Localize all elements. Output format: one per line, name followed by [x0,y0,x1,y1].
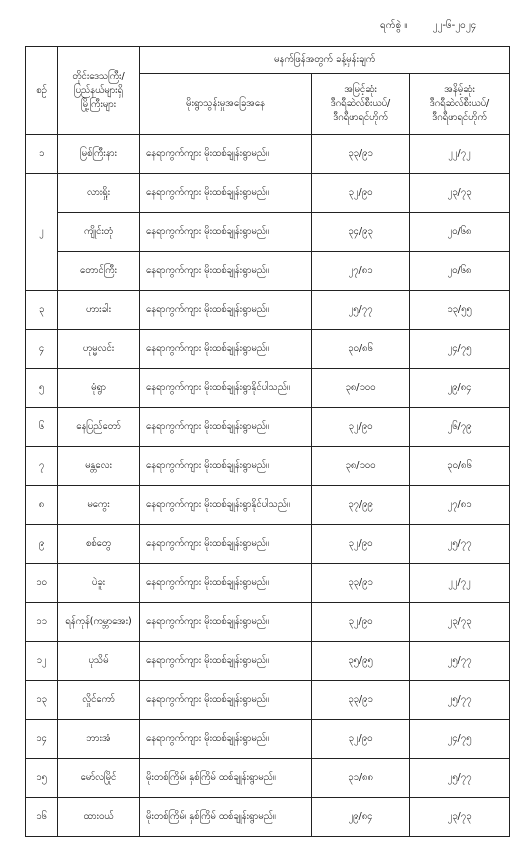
table-row [26,681,510,720]
city-name: လားရှိုး [58,174,140,213]
header-serial-no: စဉ် [26,47,58,135]
table-row [26,369,510,408]
min-temp: ၂၃/၇၃ [410,174,510,213]
city-name: ဟုမ္မလင်း [58,330,140,369]
serial-no: ၁၂ [26,642,58,681]
min-temp: ၂၀/၆၈ [410,252,510,291]
rainfall-forecast: နေရာကွက်ကျား မိုးထစ်ချုန်းရွာမည်။ [140,252,312,291]
max-temp: ၃၂/၉၀ [312,174,410,213]
table-row [26,564,510,603]
min-temp: ၂၅/၇၇ [410,525,510,564]
serial-no: ၇ [26,447,58,486]
min-temp: ၂၄/၇၅ [410,720,510,759]
max-temp: ၃၂/၉၀ [312,525,410,564]
max-temp: ၃၀/၈၆ [312,330,410,369]
serial-no: ၁၅ [26,759,58,798]
max-temp: ၃၃/၉၁ [312,135,410,174]
min-temp: ၂၅/၇၇ [410,759,510,798]
city-name: မုံရွာ [58,369,140,408]
city-name: တောင်ကြီး [58,252,140,291]
min-temp: ၂၃/၇၃ [410,603,510,642]
header-min-line3: ဒီဂရီဖာရင်ဟိုက် [432,112,487,123]
city-name: ရန်ကုန်(ကမ္ဘာအေး) [58,603,140,642]
max-temp: ၃၃/၉၁ [312,681,410,720]
rainfall-forecast: နေရာကွက်ကျား မိုးထစ်ချုန်းရွာမည်။ [140,135,312,174]
header-forecast-group: မနက်ဖြန်အတွက် ခန့်မှန်းချက် [140,47,510,74]
city-name: ဟားခါး [58,291,140,330]
rainfall-forecast: နေရာကွက်ကျား မိုးထစ်ချုန်းရွာမည်။ [140,408,312,447]
date-label: ရက်စွဲ ။ [380,20,408,31]
serial-no: ၈ [26,486,58,525]
max-temp: ၃၈/၁၀၀ [312,369,410,408]
table-row [26,174,510,213]
serial-no: ၉ [26,525,58,564]
city-name: ကျိုင်းတုံ [58,213,140,252]
rainfall-forecast: နေရာကွက်ကျား မိုးထစ်ချုန်းရွာမည်။ [140,291,312,330]
rainfall-forecast: နေရာကွက်ကျား မိုးထစ်ချုန်းရွာမည်။ [140,447,312,486]
header-region-line1: တိုင်းဒေသကြီး/ [72,70,125,82]
min-temp: ၂၄/၇၅ [410,330,510,369]
rainfall-forecast: နေရာကွက်ကျား မိုးထစ်ချုန်းရွာမည်။ [140,681,312,720]
rainfall-forecast: နေရာကွက်ကျား မိုးထစ်ချုန်းရွာမည်။ [140,564,312,603]
max-temp: ၃၂/၉၀ [312,603,410,642]
city-name: မြစ်ကြီးနား [58,135,140,174]
max-temp: ၃၇/၉၉ [312,486,410,525]
serial-no: ၁၆ [26,798,58,837]
date-line [380,18,510,33]
min-temp: ၂၂/၇၂ [410,135,510,174]
serial-no: ၅ [26,369,58,408]
rainfall-forecast: မိုးတစ်ကြိမ်၊ နှစ်ကြိမ် ထစ်ချုန်းရွာမည်။ [140,759,312,798]
serial-no: ၂ [26,174,58,291]
table-row [26,486,510,525]
table-row [26,525,510,564]
max-temp: ၃၁/၈၈ [312,759,410,798]
city-name: စစ်တွေ [58,525,140,564]
rainfall-forecast: နေရာကွက်ကျား မိုးထစ်ချုန်းရွာမည်။ [140,642,312,681]
min-temp: ၂၉/၈၄ [410,369,510,408]
max-temp: ၃၅/၉၅ [312,642,410,681]
table-row [26,720,510,759]
max-temp: ၃၄/၉၃ [312,213,410,252]
min-temp: ၁၃/၅၅ [410,291,510,330]
rainfall-forecast: မိုးတစ်ကြိမ်၊ နှစ်ကြိမ် ထစ်ချုန်းရွာမည်။ [140,798,312,837]
serial-no: ၁၁ [26,603,58,642]
header-rainfall: မိုးရွာသွန်းမှုအခြေအနေ [140,74,312,135]
rainfall-forecast: နေရာကွက်ကျား မိုးထစ်ချုန်းရွာမည်။ [140,213,312,252]
table-row [26,603,510,642]
header-min-line1: အနိမ့်ဆုံး [444,84,475,95]
serial-no: ၆ [26,408,58,447]
city-name: ပုသိမ် [58,642,140,681]
header-max-line1: အမြင့်ဆုံး [344,84,377,95]
city-name: မကွေး [58,486,140,525]
forecast-table [25,46,510,837]
min-temp: ၃၀/၈၆ [410,447,510,486]
min-temp: ၂၅/၇၇ [410,642,510,681]
header-region-line2: ပြည်နယ်များရှိ [73,84,124,96]
header-region [58,47,140,135]
serial-no: ၁၄ [26,720,58,759]
rainfall-forecast: နေရာကွက်ကျား မိုးထစ်ချုန်းရွာမည်။ [140,603,312,642]
min-temp: ၂၀/၆၈ [410,213,510,252]
city-name: ပဲခူး [58,564,140,603]
city-name: မော်လမြိုင် [58,759,140,798]
table-row [26,213,510,252]
header-max-line3: ဒီဂရီဖာရင်ဟိုက် [333,112,388,123]
city-name: ထားဝယ် [58,798,140,837]
max-temp: ၂၅/၇၇ [312,291,410,330]
max-temp: ၃၂/၉၀ [312,408,410,447]
min-temp: ၂၃/၇၃ [410,798,510,837]
max-temp: ၂၉/၈၄ [312,798,410,837]
table-row [26,291,510,330]
table-row [26,642,510,681]
header-region-line3: မြို့ကြီးများ [80,98,117,110]
max-temp: ၃၃/၉၁ [312,564,410,603]
date-value: ၂၂-၆-၂၀၂၄ [432,20,477,31]
min-temp: ၂၆/၇၉ [410,408,510,447]
rainfall-forecast: နေရာကွက်ကျား မိုးထစ်ချုန်းရွာမည်။ [140,525,312,564]
city-name: နေပြည်တော် [58,408,140,447]
header-max-line2: ဒီဂရီဆဲလ်စီးယပ်/ [330,98,391,109]
table-row [26,330,510,369]
city-name: မန္တလေး [58,447,140,486]
rainfall-forecast: နေရာကွက်ကျား မိုးထစ်ချုန်းရွာမည်။ [140,330,312,369]
min-temp: ၂၇/၈၁ [410,486,510,525]
rainfall-forecast: နေရာကွက်ကျား မိုးထစ်ချုန်းရွာနိုင်ပါသည်။ [140,369,312,408]
table-row [26,135,510,174]
serial-no: ၁ [26,135,58,174]
serial-no: ၃ [26,291,58,330]
table-row [26,798,510,837]
table-row [26,447,510,486]
header-max-temp [312,74,410,135]
min-temp: ၂၂/၇၂ [410,564,510,603]
max-temp: ၂၇/၈၁ [312,252,410,291]
rainfall-forecast: နေရာကွက်ကျား မိုးထစ်ချုန်းရွာမည်။ [140,720,312,759]
serial-no: ၁၃ [26,681,58,720]
header-min-line2: ဒီဂရီဆဲလ်စီးယပ်/ [429,98,490,109]
table-row [26,408,510,447]
city-name: ဘားအံ [58,720,140,759]
min-temp: ၂၅/၇၇ [410,681,510,720]
max-temp: ၃၈/၁၀၀ [312,447,410,486]
max-temp: ၃၂/၉၀ [312,720,410,759]
serial-no: ၄ [26,330,58,369]
city-name: လှိုင်ကော် [58,681,140,720]
table-row [26,252,510,291]
header-min-temp [410,74,510,135]
rainfall-forecast: နေရာကွက်ကျား မိုးထစ်ချုန်းရွာမည်။ [140,174,312,213]
serial-no: ၁၀ [26,564,58,603]
rainfall-forecast: နေရာကွက်ကျား မိုးထစ်ချုန်းရွာနိုင်ပါသည်။ [140,486,312,525]
forecast-table-body [26,135,510,837]
table-row [26,759,510,798]
